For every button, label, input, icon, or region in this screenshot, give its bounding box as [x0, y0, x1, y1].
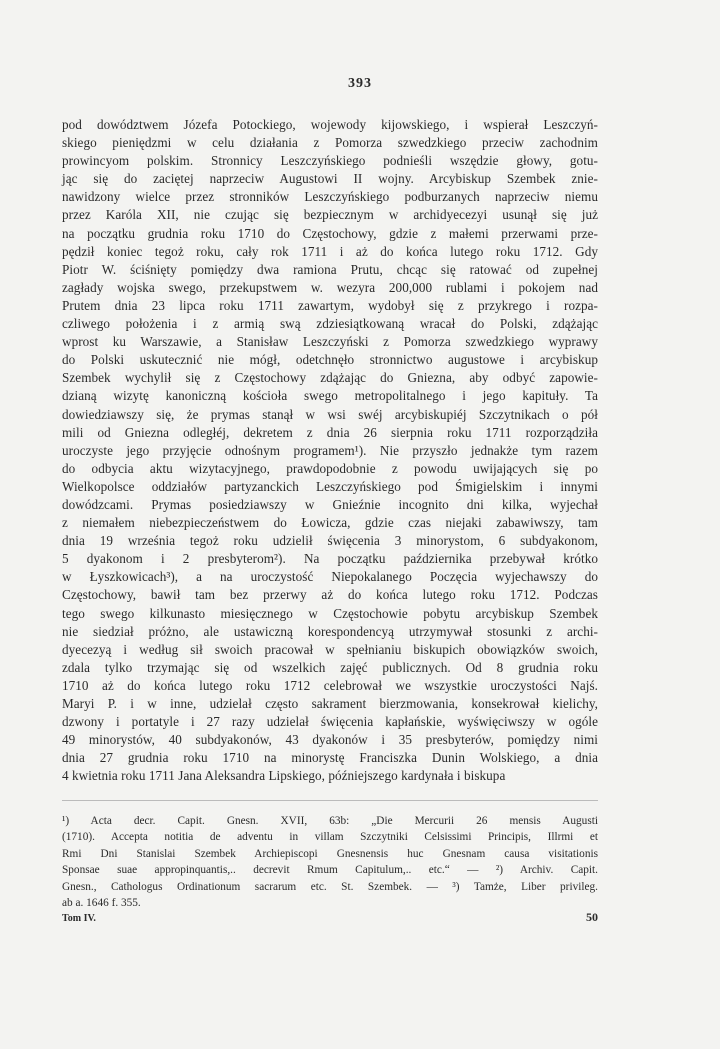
text-line: do odbycia aktu wizytacyjnego, prawdopodobnie z powodu uwijających się po	[62, 460, 598, 476]
text-line: Maryi P. i w inne, udzielał często sakrament bierzmowania, konsekrował kielichy,	[62, 696, 598, 711]
footnotes	[62, 813, 598, 911]
text-line: czliwego położenia i z armią swą zdziesiątkowaną wracał do Polski, zdążając	[62, 316, 598, 332]
text-line: Prutem dnia 23 lipca roku 1711 zawartym, wydobył się z przykrego i rozpa-	[62, 297, 598, 313]
text-line: przez Karóla XII, nie czując się bezpiecznym w archidyecezyi usunął się już	[62, 207, 598, 223]
sheet-number: 50	[586, 910, 598, 924]
footnote-line: Rmi Dni Stanislai Szembek Archiepiscopi Gnesnensis huc Gnesnam causa visitationis	[62, 847, 598, 860]
text-line: pod dowództwem Józefa Potockiego, wojewody kijowskiego, i wspierał Leszczyń-	[62, 117, 598, 132]
text-line: skiego pieniędzmi w celu działania z Pomorza szwedzkiego przeciw zachodnim	[62, 135, 598, 151]
page-number: 393	[348, 76, 372, 91]
text-line: prowincyom polskim. Stronnicy Leszczyńskiego podnieśli wszędzie głowy, gotu-	[62, 153, 598, 169]
text-line: wprost ku Warszawie, a Stanisław Leszczyński z Pomorza szwedzkiego wyprawy	[62, 334, 598, 350]
footnote-line: (1710). Accepta notitia de adventu in villam Szczytniki Celsissimi Principis, Illrmi et	[62, 831, 598, 844]
text-line: dzwony i portatyle i 27 razy udzielał święcenia kapłańskie, wyświęciwszy w ogóle	[62, 714, 598, 730]
text-line: dowiedziawszy się, że prymas stanął w wsi swéj arcybiskupiéj Szczytnikach o pół	[62, 406, 598, 422]
text-line: dnia 27 grudnia roku 1710 na minorystę Franciszka Dunin Wolskiego, a dnia	[62, 750, 598, 766]
text-line: Częstochowy, bawił tam bez przerwy aż do końca lutego roku 1712. Podczas	[62, 587, 598, 603]
text-line: tego swego kilkunasto miesięcznego w Częstochowie pobytu arcybiskup Szembek	[62, 605, 598, 621]
text-line: Szembek wychylił się z Częstochowy zdążając do Gniezna, aby odbyć zapowie-	[62, 370, 598, 386]
text-line: jąc się do zaciętej naprzeciw Augustowi II wojny. Arcybiskup Szembek znie-	[62, 171, 598, 187]
text-line: Piotr W. ściśnięty pomiędzy dwa ramiona Prutu, chcąc się ratować od zupełnej	[62, 261, 598, 277]
text-line: 49 minorystów, 40 subdyakonów, 43 dyakonów i 35 presbyterów, pomiędzy nimi	[62, 732, 598, 748]
footnote-line: ¹) Acta decr. Capit. Gnesn. XVII, 63b: „Die Mercurii 26 mensis Augusti	[62, 815, 598, 827]
text-line: na początku grudnia roku 1710 do Częstochowy, gdzie z małemi przerwami prze-	[62, 225, 598, 241]
text-line: zdala tylko trzymając się od wszelkich zajęć publicznych. Od 8 grudnia roku	[62, 659, 598, 675]
text-line: w Łyszkowicach³), a na uroczystość Niepokalanego Poczęcia wyjechawszy do	[62, 569, 598, 585]
text-line: dowódzcami. Prymas posiedziawszy w Gnieźnie incognito dni kilka, wyjechał	[62, 496, 598, 512]
text-line: dzianą wizytę kanoniczną kościoła swego metropolitalnego i jego kapituły. Ta	[62, 388, 598, 404]
text-line: nawidzony wielce przez stronników Leszczyńskiego podburzanych naprzeciw niemu	[62, 189, 598, 205]
text-line: zagłady wojska swego, przekupstwem w. wezyra 200,000 rublami i pokojem nad	[62, 279, 598, 295]
footnote-line: Sponsae suae appropinquantis,.. decrevit Rmum Capitulum,.. etc.“ — ²) Archiv. Capit.	[62, 864, 598, 877]
text-line: 4 kwietnia roku 1711 Jana Aleksandra Lipskiego, późniejszego kardynała i biskupa	[62, 768, 506, 784]
text-line: dnia 19 września tegoż roku udzielił święcenia 3 minorystom, 6 subdyakonom,	[62, 533, 598, 549]
text-line: pędził koniec tegoż roku, cały rok 1711 i aż do końca lutego roku 1712. Gdy	[62, 243, 598, 259]
printer-signature: Tom IV.	[62, 913, 96, 924]
text-line: mili od Gniezna odległéj, dekretem z dnia 26 sierpnia roku 1711 rozporządziła	[62, 424, 598, 440]
footnote-line: Gnesn., Cathologus Ordinationum sacrarum etc. St. Szembek. — ³) Tamże, Liber privileg.	[62, 880, 598, 893]
text-line: 5 dyakonom i 2 presbyterom²). Na początku października przebywał krótko	[62, 551, 598, 567]
text-line: do Polski uskutecznić nie mógł, odetchnęło stronnictwo augustowe i arcybiskup	[62, 352, 598, 368]
footnote-divider	[62, 800, 598, 801]
footnote-line: ab a. 1646 f. 355.	[62, 896, 141, 909]
text-line: Wielkopolsce oddziałów partyzanckich Leszczyńskiego pod Śmigielskim i innymi	[62, 478, 598, 494]
text-line: dyecezyą i według sił swoich pracował w spełnianiu biskupich obowiązków swoich,	[62, 641, 598, 657]
text-line: z niemałem niebezpieczeństwem do Łowicza, gdzie czas niejaki zabawiwszy, tam	[62, 515, 598, 531]
text-line: uroczyste jego przyjęcie odnośnym programem¹). Nie przyszło jednakże tym razem	[62, 442, 598, 458]
text-line: nie siedział próżno, ale ustawiczną korespondencyą utrzymywał stosunki z archi-	[62, 623, 598, 639]
body-text	[62, 116, 598, 785]
text-line: 1710 aż do końca lutego roku 1712 celebrował we wszystkie uroczystości Najś.	[62, 677, 598, 693]
